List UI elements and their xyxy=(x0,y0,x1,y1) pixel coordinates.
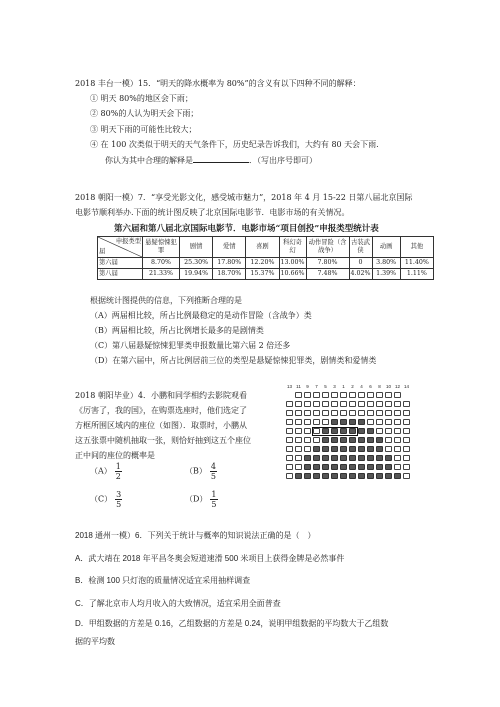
q4-option-a: A．武大靖在 2018 年平昌冬奥会短道速滑 500 米项目上获得金牌是必然事件 xyxy=(75,554,345,563)
seat xyxy=(340,410,347,416)
seat-column-number: 4 xyxy=(360,384,363,389)
seat xyxy=(394,446,401,452)
seat xyxy=(358,473,365,479)
seat xyxy=(349,464,356,470)
seat xyxy=(385,419,392,425)
selected-seats-frame xyxy=(312,427,358,436)
q1-option-4: ④ 在 100 次类似于明天的天气条件下，历史纪录告诉我们，大约有 80 天会下雨. xyxy=(90,140,379,149)
fraction-denominator: 5 xyxy=(211,500,217,509)
option-label: （C） xyxy=(90,494,113,504)
seat xyxy=(286,473,293,479)
seat xyxy=(385,428,392,434)
option-label: （A） xyxy=(90,466,112,476)
seat xyxy=(403,455,410,461)
seat xyxy=(304,428,311,434)
seat xyxy=(349,473,356,479)
seat xyxy=(349,437,356,443)
seat xyxy=(394,464,401,470)
seat xyxy=(367,455,374,461)
seat xyxy=(295,437,302,443)
table-row xyxy=(98,258,434,269)
seat xyxy=(385,473,392,479)
q3-option-c xyxy=(90,490,122,509)
seat xyxy=(322,410,329,416)
seat xyxy=(349,392,356,398)
q1-answer-blank xyxy=(193,154,249,163)
q4-stem: 2018 通州一模）6．下列关于统计与概率的知识说法正确的是（ ） xyxy=(75,531,316,540)
seat xyxy=(331,455,338,461)
seat xyxy=(403,446,410,452)
seat-column-number: 12 xyxy=(394,384,400,389)
seat xyxy=(304,392,311,398)
q2-stem-line2: 电影节顺利举办.下面的统计图反映了北京国际电影节．电影市场的有关情况。 xyxy=(75,208,350,217)
q2-option-d: （D）在第六届中，所占比例居前三位的类型是悬疑惊悚犯罪类，剧情类和爱情类 xyxy=(90,356,377,365)
table-header-cell: 动画 xyxy=(372,237,400,258)
seat xyxy=(376,401,383,407)
seat xyxy=(358,419,365,425)
q2-option-c: （C）第八届悬疑惊悚犯罪类申报数量比第六届 2 倍还多 xyxy=(90,341,291,350)
seat xyxy=(403,401,410,407)
seat xyxy=(322,446,329,452)
fraction-numerator: 1 xyxy=(211,490,217,499)
q2-prompt: 根据统计图提供的信息，下列推断合理的是 xyxy=(90,296,242,305)
q3-line1: 2018 朝阳毕业）4．小鹏和同学相约去影院观看 xyxy=(75,391,247,400)
seat xyxy=(304,437,311,443)
seat xyxy=(322,392,329,398)
fraction-denominator: 5 xyxy=(210,472,216,481)
seat xyxy=(385,410,392,416)
q2-option-b: （B）两届相比较，所占比例增长最多的是剧情类 xyxy=(90,326,264,335)
seat xyxy=(340,392,347,398)
table-header-cell: 古装武侠 xyxy=(349,237,372,258)
cinema-seat-map xyxy=(282,384,417,494)
seat xyxy=(304,473,311,479)
seat-column-number: 6 xyxy=(369,384,372,389)
seat xyxy=(367,464,374,470)
table-row-label: 第八届 xyxy=(98,269,143,280)
table-cell: 17.80% xyxy=(213,258,246,269)
seat-column-number: 8 xyxy=(378,384,381,389)
seat xyxy=(286,410,293,416)
seat xyxy=(394,437,401,443)
seat xyxy=(367,401,374,407)
seat xyxy=(286,419,293,425)
seat-column-number: 1 xyxy=(342,384,345,389)
seat xyxy=(313,437,320,443)
seat xyxy=(340,473,347,479)
seat xyxy=(349,446,356,452)
q3-option-d xyxy=(185,490,218,509)
table-cell: 7.80% xyxy=(306,258,349,269)
seat xyxy=(394,428,401,434)
seat xyxy=(376,473,383,479)
seat xyxy=(394,410,401,416)
q2-table-title: 第六届和第八届北京国际电影节．电影市场“项目创投”申报类型统计表 xyxy=(114,224,379,234)
seat xyxy=(304,401,311,407)
seat xyxy=(376,437,383,443)
seat xyxy=(286,437,293,443)
seat xyxy=(367,446,374,452)
seat-column-number: 9 xyxy=(306,384,309,389)
corner-bottom-label: 届 xyxy=(99,248,106,255)
seat xyxy=(313,446,320,452)
seat xyxy=(376,446,383,452)
seat xyxy=(322,455,329,461)
seat xyxy=(313,473,320,479)
seat xyxy=(304,446,311,452)
seat xyxy=(295,464,302,470)
q1-answer-suffix: ．（写出序号即可） xyxy=(249,156,317,165)
q1-stem: 2018 丰台一模）15．“明天的降水概率为 80%”的含义有以下四种不同的解释： xyxy=(75,79,361,88)
seat xyxy=(286,401,293,407)
seat xyxy=(403,473,410,479)
q1-answer-line xyxy=(105,154,317,166)
table-cell: 7.48% xyxy=(306,269,349,280)
q1-answer-prefix: 你认为其中合理的解释是 xyxy=(105,156,193,165)
option-label: （D） xyxy=(185,494,208,504)
seat xyxy=(295,401,302,407)
table-header-cell: 其他 xyxy=(400,237,433,258)
q3-line3: 方框所围区域内的座位（如图）．取票时，小鹏从 xyxy=(75,421,247,430)
seat xyxy=(358,455,365,461)
fraction-numerator: 4 xyxy=(210,462,216,471)
seat xyxy=(304,419,311,425)
seat xyxy=(331,473,338,479)
table-header-cell: 科幻奇幻 xyxy=(279,237,306,258)
seat xyxy=(331,401,338,407)
seat xyxy=(322,464,329,470)
seat-column-number: 3 xyxy=(333,384,336,389)
corner-top-label: 申报类型 xyxy=(115,238,141,245)
fraction-denominator: 5 xyxy=(116,500,122,509)
seat xyxy=(367,473,374,479)
seat xyxy=(394,473,401,479)
table-cell: 1.11% xyxy=(400,269,433,280)
seat xyxy=(295,410,302,416)
seat xyxy=(376,464,383,470)
seat xyxy=(322,419,329,425)
q4-option-c: C．了解北京市人均月收入的大致情况，适宜采用全面普查 xyxy=(75,599,281,608)
seat xyxy=(313,464,320,470)
seat xyxy=(331,464,338,470)
seat xyxy=(385,392,392,398)
fraction xyxy=(210,490,217,509)
seat xyxy=(358,437,365,443)
seat xyxy=(385,437,392,443)
table-header-row xyxy=(98,237,434,258)
seat xyxy=(376,410,383,416)
seat xyxy=(286,455,293,461)
seat xyxy=(376,428,383,434)
fraction-numerator: 3 xyxy=(116,490,122,499)
seat xyxy=(340,401,347,407)
fraction xyxy=(115,462,122,481)
seat-column-number: 13 xyxy=(286,384,292,389)
seat xyxy=(304,410,311,416)
seat xyxy=(286,446,293,452)
seat xyxy=(358,392,365,398)
seat xyxy=(349,401,356,407)
seat xyxy=(340,464,347,470)
seat xyxy=(394,401,401,407)
table-cell: 4.02% xyxy=(349,269,372,280)
seat xyxy=(394,455,401,461)
table-cell: 15.37% xyxy=(246,269,279,280)
table-header-cell: 喜剧 xyxy=(246,237,279,258)
q4-option-d: D．甲组数据的方差是 0.16，乙组数据的方差是 0.24，说明甲组数据的平均数大于乙组数 xyxy=(75,619,389,628)
seat xyxy=(376,455,383,461)
q4-option-d-continued: 据的平均数 xyxy=(75,637,115,646)
seat xyxy=(358,464,365,470)
seat xyxy=(340,437,347,443)
q1-option-3: ③ 明天下雨的可能性比较大； xyxy=(90,125,197,134)
table-cell: 12.20% xyxy=(246,258,279,269)
seat xyxy=(322,473,329,479)
seat xyxy=(385,464,392,470)
table-cell: 8.70% xyxy=(143,258,180,269)
seat xyxy=(349,455,356,461)
seat xyxy=(394,419,401,425)
seat xyxy=(340,419,347,425)
seat xyxy=(331,410,338,416)
seat xyxy=(295,446,302,452)
seat xyxy=(385,455,392,461)
option-label: （B） xyxy=(185,466,207,476)
seat xyxy=(304,455,311,461)
seat xyxy=(322,437,329,443)
seat xyxy=(403,410,410,416)
fraction xyxy=(115,490,122,509)
seat xyxy=(313,455,320,461)
seat xyxy=(385,401,392,407)
seat xyxy=(376,419,383,425)
table-cell: 18.70% xyxy=(213,269,246,280)
q3-line2: 《厉害了，我的国》，在购票选座时，他们选定了 xyxy=(75,406,247,415)
seat xyxy=(340,446,347,452)
seat xyxy=(376,392,383,398)
seat xyxy=(358,410,365,416)
table-row xyxy=(98,269,434,280)
q1-option-2: ② 80%的人认为明天会下雨； xyxy=(90,109,199,118)
seat xyxy=(322,401,329,407)
seat-column-number: 5 xyxy=(324,384,327,389)
q3-line5: 正中间的座位的概率是 xyxy=(75,451,155,460)
table-cell: 19.94% xyxy=(180,269,213,280)
fraction-numerator: 1 xyxy=(115,462,121,471)
seat xyxy=(295,473,302,479)
seat xyxy=(367,428,374,434)
seat-column-number: 2 xyxy=(351,384,354,389)
seat xyxy=(403,464,410,470)
q2-option-a: （A）两届相比较，所占比例最稳定的是动作冒险（含战争）类 xyxy=(90,311,312,320)
table-cell: 0 xyxy=(349,258,372,269)
table-cell: 1.39% xyxy=(372,269,400,280)
seat xyxy=(358,401,365,407)
seat xyxy=(331,446,338,452)
seat xyxy=(313,410,320,416)
seat xyxy=(385,446,392,452)
table-header-cell: 爱情 xyxy=(213,237,246,258)
seat xyxy=(286,428,293,434)
q4-option-b: B．检测 100 只灯泡的质量情况适宜采用抽样调查 xyxy=(75,576,251,585)
seat xyxy=(304,464,311,470)
q2-stem-line1: 2018 朝阳一模）7．“享受光影文化，感受城市魅力”，2018 年 4 月 15-22 日第八届北京国际 xyxy=(75,193,413,202)
seat xyxy=(313,392,320,398)
seat xyxy=(367,392,374,398)
seat xyxy=(313,419,320,425)
table-header-cell: 悬疑惊悚犯罪 xyxy=(143,237,180,258)
seat xyxy=(286,464,293,470)
seat xyxy=(349,410,356,416)
seat xyxy=(367,419,374,425)
seat xyxy=(403,428,410,434)
table-cell: 13.00% xyxy=(279,258,306,269)
seat xyxy=(403,419,410,425)
q3-line4: 这五张票中随机抽取一张，则恰好抽到这五个座位 xyxy=(75,436,251,445)
seat xyxy=(394,392,401,398)
table-cell: 25.30% xyxy=(180,258,213,269)
seat-column-number: 11 xyxy=(296,384,301,389)
seat xyxy=(295,392,302,398)
seat xyxy=(349,419,356,425)
table-header-cell: 剧情 xyxy=(180,237,213,258)
seat xyxy=(403,437,410,443)
seat xyxy=(340,455,347,461)
seat xyxy=(331,437,338,443)
table-header-cell: 动作冒险（含战争） xyxy=(306,237,349,258)
seat xyxy=(331,392,338,398)
seat-column-number: 14 xyxy=(403,384,409,389)
table-cell: 3.80% xyxy=(372,258,400,269)
seat xyxy=(295,455,302,461)
table-corner-cell xyxy=(98,237,143,258)
seat xyxy=(313,401,320,407)
seat xyxy=(367,437,374,443)
seat xyxy=(358,428,365,434)
table-cell: 21.33% xyxy=(143,269,180,280)
fraction xyxy=(210,462,217,481)
seat xyxy=(367,410,374,416)
q3-option-b xyxy=(185,462,217,481)
seat xyxy=(295,428,302,434)
table-row-label: 第六届 xyxy=(98,258,143,269)
seat xyxy=(358,446,365,452)
q2-stat-table xyxy=(97,236,434,280)
seat xyxy=(331,419,338,425)
q3-option-a xyxy=(90,462,122,481)
seat-column-number: 7 xyxy=(315,384,318,389)
q1-option-1: ① 明天 80%的地区会下雨； xyxy=(90,94,193,103)
seat-column-number: 10 xyxy=(385,384,391,389)
fraction-denominator: 2 xyxy=(115,472,121,481)
table-cell: 10.66% xyxy=(279,269,306,280)
seat xyxy=(295,419,302,425)
table-cell: 11.40% xyxy=(400,258,433,269)
